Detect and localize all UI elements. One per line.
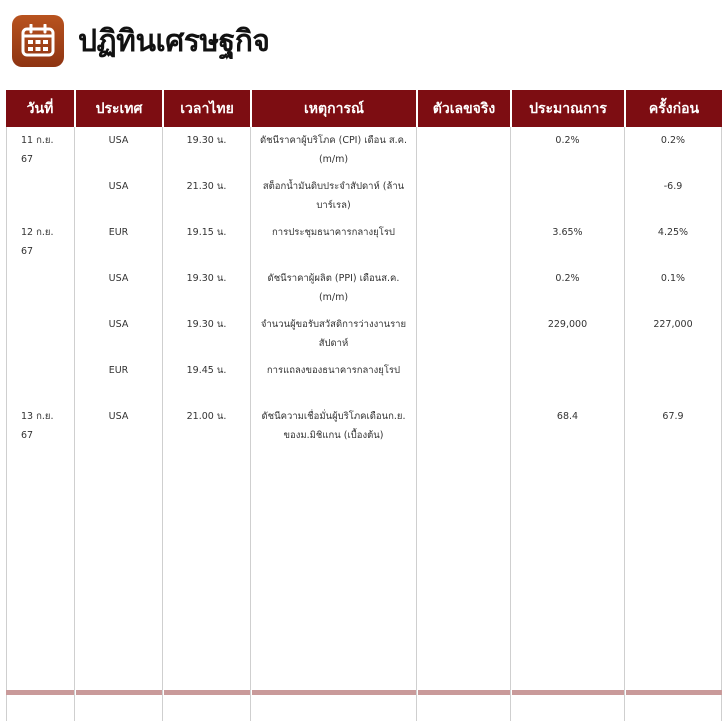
cell-event: จำนวนผู้ขอรับสวัสดิการว่างงานรายสัปดาห์ — [250, 311, 416, 357]
cell-time: 19.30 น. — [162, 311, 250, 357]
filler-cell — [510, 449, 624, 721]
table-row — [6, 265, 722, 311]
cell-event: ดัชนีราคาผู้บริโภค (CPI) เดือน ส.ค.(m/m) — [250, 127, 416, 173]
table-filler-row — [6, 449, 722, 721]
table-row — [6, 311, 722, 357]
cell-event: การแถลงของธนาคารกลางยุโรป — [250, 357, 416, 403]
cell-previous — [624, 357, 722, 403]
cell-time: 19.45 น. — [162, 357, 250, 403]
cell-time: 19.30 น. — [162, 127, 250, 173]
table-header-row — [6, 90, 722, 127]
filler-cell — [6, 449, 74, 721]
cell-forecast: 229,000 — [510, 311, 624, 357]
table-footer-bars — [6, 690, 722, 695]
column-header-country: ประเทศ — [74, 90, 162, 127]
table-row — [6, 219, 722, 265]
cell-forecast: 0.2% — [510, 127, 624, 173]
calendar-icon — [12, 15, 64, 67]
cell-time: 19.15 น. — [162, 219, 250, 265]
filler-cell — [624, 449, 722, 721]
page-title: ปฏิทินเศรษฐกิจ — [78, 23, 270, 59]
table-row — [6, 357, 722, 403]
column-header-event: เหตุการณ์ — [250, 90, 416, 127]
cell-actual — [416, 173, 510, 219]
footer-bar — [418, 690, 510, 695]
cell-previous: 0.1% — [624, 265, 722, 311]
column-header-forecast: ประมาณการ — [510, 90, 624, 127]
page-header — [12, 14, 269, 68]
cell-previous: 67.9 — [624, 403, 722, 449]
column-header-time: เวลาไทย — [162, 90, 250, 127]
cell-actual — [416, 311, 510, 357]
cell-forecast — [510, 357, 624, 403]
cell-event: ดัชนีความเชื่อมั่นผู้บริโภคเดือนก.ย. ของม.มิชิแกน (เบื้องต้น) — [250, 403, 416, 449]
cell-actual — [416, 127, 510, 173]
cell-previous: 4.25% — [624, 219, 722, 265]
footer-bar — [512, 690, 624, 695]
column-header-date: วันที่ — [6, 90, 74, 127]
cell-date: 11 ก.ย. 67 — [6, 127, 74, 173]
footer-bar — [626, 690, 722, 695]
table-row — [6, 403, 722, 449]
cell-event: การประชุมธนาคารกลางยุโรป — [250, 219, 416, 265]
cell-forecast — [510, 173, 624, 219]
cell-actual — [416, 265, 510, 311]
cell-country: USA — [74, 127, 162, 173]
filler-cell — [74, 449, 162, 721]
calendar-table-container — [6, 90, 722, 698]
table-row — [6, 127, 722, 173]
footer-bar — [252, 690, 416, 695]
cell-actual — [416, 357, 510, 403]
cell-previous: 227,000 — [624, 311, 722, 357]
cell-date — [6, 265, 74, 311]
cell-date — [6, 311, 74, 357]
cell-country: USA — [74, 265, 162, 311]
cell-time: 19.30 น. — [162, 265, 250, 311]
cell-forecast: 68.4 — [510, 403, 624, 449]
cell-previous: 0.2% — [624, 127, 722, 173]
cell-date — [6, 173, 74, 219]
cell-date — [6, 357, 74, 403]
cell-event: สต็อกน้ำมันดิบประจำสัปดาห์ (ล้านบาร์เรล) — [250, 173, 416, 219]
footer-bar — [164, 690, 250, 695]
footer-bar — [76, 690, 162, 695]
column-header-actual: ตัวเลขจริง — [416, 90, 510, 127]
cell-forecast: 0.2% — [510, 265, 624, 311]
cell-date: 12 ก.ย. 67 — [6, 219, 74, 265]
footer-bar — [6, 690, 74, 695]
cell-event: ดัชนีราคาผู้ผลิต (PPI) เดือนส.ค. (m/m) — [250, 265, 416, 311]
cell-previous: -6.9 — [624, 173, 722, 219]
table-row — [6, 173, 722, 219]
filler-cell — [416, 449, 510, 721]
column-header-previous: ครั้งก่อน — [624, 90, 722, 127]
cell-country: USA — [74, 403, 162, 449]
economic-calendar-table — [6, 90, 722, 721]
filler-cell — [250, 449, 416, 721]
cell-time: 21.00 น. — [162, 403, 250, 449]
cell-forecast: 3.65% — [510, 219, 624, 265]
cell-actual — [416, 403, 510, 449]
cell-country: EUR — [74, 219, 162, 265]
cell-date: 13 ก.ย. 67 — [6, 403, 74, 449]
cell-time: 21.30 น. — [162, 173, 250, 219]
cell-country: EUR — [74, 357, 162, 403]
cell-country: USA — [74, 311, 162, 357]
filler-cell — [162, 449, 250, 721]
cell-actual — [416, 219, 510, 265]
cell-country: USA — [74, 173, 162, 219]
